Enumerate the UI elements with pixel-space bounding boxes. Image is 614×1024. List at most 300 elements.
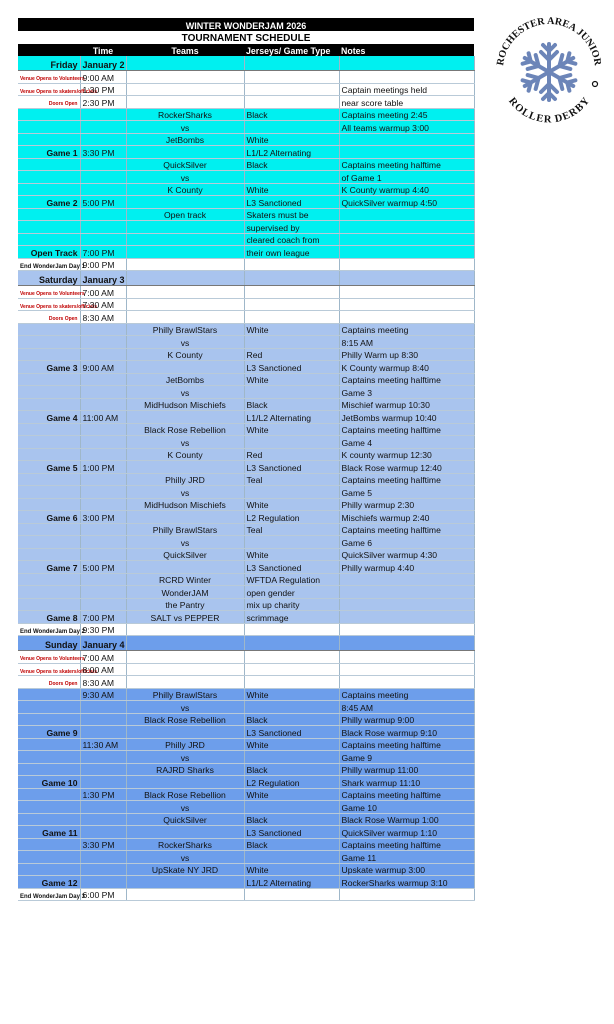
row-time: 5:00 PM (80, 561, 126, 574)
row-jersey (244, 676, 339, 689)
row-time (80, 158, 126, 171)
row-label (18, 763, 80, 776)
row-time: January 3 (80, 271, 126, 286)
row-notes (339, 221, 474, 234)
game-row (18, 511, 474, 524)
row-label (18, 598, 80, 611)
row-notes: Captains meeting halftime (339, 423, 474, 436)
row-time: 11:30 AM (80, 738, 126, 751)
row-jersey: L3 Sanctioned (244, 726, 339, 739)
row-notes (339, 271, 474, 286)
row-time: January 4 (80, 636, 126, 651)
row-jersey: L3 Sanctioned (244, 361, 339, 374)
row-teams (126, 876, 244, 889)
row-time: 8:30 AM (80, 676, 126, 689)
row-label: End WonderJam Day 1 (18, 258, 80, 271)
row-notes: Philly warmup 4:40 (339, 561, 474, 574)
venue-row (18, 311, 474, 324)
game-row (18, 208, 474, 221)
row-notes: Game 6 (339, 536, 474, 549)
row-notes: Black Rose Warmup 1:00 (339, 813, 474, 826)
venue-row (18, 71, 474, 84)
row-notes: Captains meeting (339, 688, 474, 701)
row-label: Game 3 (18, 361, 80, 374)
row-notes (339, 133, 474, 146)
row-jersey: Red (244, 448, 339, 461)
row-jersey (244, 663, 339, 676)
game-row (18, 473, 474, 486)
column-header-row (18, 44, 474, 56)
row-jersey: L3 Sanctioned (244, 826, 339, 839)
row-label (18, 863, 80, 876)
game-row (18, 196, 474, 209)
row-jersey (244, 336, 339, 349)
header-jerseys: Jerseys/ Game Type (244, 44, 339, 56)
row-teams (126, 71, 244, 84)
row-notes: Mischiefs warmup 2:40 (339, 511, 474, 524)
game-row (18, 486, 474, 499)
schedule-body (18, 56, 474, 901)
row-label (18, 688, 80, 701)
row-notes: Game 3 (339, 386, 474, 399)
row-notes: K County warmup 4:40 (339, 183, 474, 196)
row-time (80, 701, 126, 714)
game-row (18, 611, 474, 624)
row-notes: 8:45 AM (339, 701, 474, 714)
game-row (18, 108, 474, 121)
row-label: Game 12 (18, 876, 80, 889)
row-teams (126, 246, 244, 259)
row-time (80, 863, 126, 876)
title-row (18, 18, 474, 31)
row-notes: 8:15 AM (339, 336, 474, 349)
row-notes: Captains meeting halftime (339, 373, 474, 386)
game-row (18, 813, 474, 826)
row-jersey (244, 71, 339, 84)
game-row (18, 863, 474, 876)
row-teams: QuickSilver (126, 813, 244, 826)
venue-row (18, 676, 474, 689)
end-day-row (18, 888, 474, 901)
row-label (18, 813, 80, 826)
row-teams (126, 298, 244, 311)
row-label: Game 4 (18, 411, 80, 424)
row-time (80, 183, 126, 196)
row-time: 1:30 PM (80, 83, 126, 96)
row-jersey (244, 851, 339, 864)
game-row (18, 701, 474, 714)
row-time (80, 536, 126, 549)
row-jersey (244, 56, 339, 71)
header-time: Time (80, 44, 126, 56)
game-row (18, 171, 474, 184)
row-notes (339, 208, 474, 221)
row-time: 3:30 PM (80, 146, 126, 159)
game-row (18, 158, 474, 171)
row-label: Venue Opens to skaters/officials (18, 83, 80, 96)
row-jersey (244, 486, 339, 499)
venue-row (18, 298, 474, 311)
row-jersey: Teal (244, 523, 339, 536)
row-time (80, 523, 126, 536)
row-notes: QuickSilver warmup 4:30 (339, 548, 474, 561)
row-teams: JetBombs (126, 373, 244, 386)
row-jersey: White (244, 788, 339, 801)
game-row (18, 876, 474, 889)
game-row (18, 348, 474, 361)
row-notes: Captain meetings held (339, 83, 474, 96)
row-notes (339, 311, 474, 324)
row-teams: SALT vs PEPPER (126, 611, 244, 624)
row-notes: Captains meeting halftime (339, 473, 474, 486)
row-label (18, 423, 80, 436)
venue-row (18, 83, 474, 96)
row-time: 1:30 PM (80, 788, 126, 801)
row-teams: Philly BrawlStars (126, 323, 244, 336)
row-jersey: L1/L2 Alternating (244, 146, 339, 159)
game-row (18, 523, 474, 536)
row-label: Game 5 (18, 461, 80, 474)
game-row (18, 133, 474, 146)
row-jersey: mix up charity (244, 598, 339, 611)
row-notes: near score table (339, 96, 474, 109)
row-time (80, 323, 126, 336)
row-teams: K County (126, 183, 244, 196)
row-teams (126, 221, 244, 234)
row-time (80, 813, 126, 826)
row-label (18, 713, 80, 726)
row-label (18, 448, 80, 461)
row-label: Game 1 (18, 146, 80, 159)
row-notes: Game 10 (339, 801, 474, 814)
row-time: 8:30 AM (80, 311, 126, 324)
venue-row (18, 651, 474, 664)
game-row (18, 323, 474, 336)
row-notes (339, 258, 474, 271)
game-row (18, 336, 474, 349)
row-teams (126, 726, 244, 739)
row-label: Game 11 (18, 826, 80, 839)
row-label: Venue Opens to skaters/officials (18, 298, 80, 311)
row-time (80, 826, 126, 839)
game-row (18, 851, 474, 864)
logo-dot-icon (593, 82, 598, 87)
game-row (18, 423, 474, 436)
row-notes: Captains meeting halftime (339, 788, 474, 801)
row-time: 7:00 AM (80, 651, 126, 664)
row-jersey (244, 258, 339, 271)
row-teams: MidHudson Mischiefs (126, 498, 244, 511)
row-label (18, 373, 80, 386)
row-label (18, 158, 80, 171)
game-row (18, 448, 474, 461)
row-teams (126, 83, 244, 96)
game-row (18, 146, 474, 159)
row-notes: Mischief warmup 10:30 (339, 398, 474, 411)
row-teams: Open track (126, 208, 244, 221)
row-jersey (244, 751, 339, 764)
row-teams: RAJRD Sharks (126, 763, 244, 776)
row-time: 7:00 PM (80, 246, 126, 259)
row-time (80, 448, 126, 461)
row-jersey (244, 701, 339, 714)
row-time (80, 486, 126, 499)
row-teams: vs (126, 701, 244, 714)
row-notes (339, 586, 474, 599)
snowflake-icon (521, 44, 577, 100)
row-teams: vs (126, 851, 244, 864)
row-jersey: Black (244, 763, 339, 776)
row-label (18, 436, 80, 449)
row-notes: Black Rose warmup 12:40 (339, 461, 474, 474)
row-teams (126, 651, 244, 664)
row-label (18, 586, 80, 599)
row-time (80, 573, 126, 586)
game-row (18, 386, 474, 399)
game-row (18, 573, 474, 586)
row-jersey: White (244, 373, 339, 386)
row-notes: Captains meeting halftime (339, 158, 474, 171)
row-label: Venue Opens to Volunteers (18, 71, 80, 84)
row-teams (126, 271, 244, 286)
row-teams (126, 146, 244, 159)
header-blank (18, 44, 80, 56)
header-notes: Notes (339, 44, 474, 56)
logo-top-text: ROCHESTER AREA JUNIOR (495, 15, 603, 67)
row-notes (339, 636, 474, 651)
row-jersey (244, 298, 339, 311)
row-teams: MidHudson Mischiefs (126, 398, 244, 411)
row-notes: Philly warmup 9:00 (339, 713, 474, 726)
row-jersey: White (244, 688, 339, 701)
row-notes: of Game 1 (339, 171, 474, 184)
row-jersey: L3 Sanctioned (244, 561, 339, 574)
row-teams: K County (126, 348, 244, 361)
row-label: Game 10 (18, 776, 80, 789)
row-label: Game 8 (18, 611, 80, 624)
row-jersey: L1/L2 Alternating (244, 411, 339, 424)
row-jersey (244, 271, 339, 286)
row-jersey: L3 Sanctioned (244, 196, 339, 209)
row-teams: UpSkate NY JRD (126, 863, 244, 876)
venue-row (18, 96, 474, 109)
row-jersey: White (244, 423, 339, 436)
row-label (18, 348, 80, 361)
row-notes: K County warmup 8:40 (339, 361, 474, 374)
row-time: 9:00 AM (80, 71, 126, 84)
row-notes: Captains meeting (339, 323, 474, 336)
game-row (18, 398, 474, 411)
schedule-sheet (18, 18, 474, 901)
game-row (18, 221, 474, 234)
row-label (18, 788, 80, 801)
row-time: 11:00 AM (80, 411, 126, 424)
row-jersey: White (244, 133, 339, 146)
row-notes (339, 573, 474, 586)
row-teams (126, 776, 244, 789)
row-notes: JetBombs warmup 10:40 (339, 411, 474, 424)
row-time: 7:30 AM (80, 298, 126, 311)
row-jersey: Skaters must be (244, 208, 339, 221)
game-row (18, 246, 474, 259)
row-time (80, 121, 126, 134)
game-row (18, 361, 474, 374)
row-notes: Upskate warmup 3:00 (339, 863, 474, 876)
row-notes (339, 56, 474, 71)
row-time: 1:00 PM (80, 461, 126, 474)
row-jersey (244, 286, 339, 299)
row-label: Doors Open (18, 96, 80, 109)
row-jersey (244, 623, 339, 636)
row-label: Game 6 (18, 511, 80, 524)
row-time (80, 498, 126, 511)
game-row (18, 688, 474, 701)
row-jersey: Black (244, 813, 339, 826)
game-row (18, 373, 474, 386)
game-row (18, 121, 474, 134)
row-time (80, 423, 126, 436)
row-label: Game 2 (18, 196, 80, 209)
row-notes: Game 9 (339, 751, 474, 764)
row-label: End WonderJam Day 3 (18, 888, 80, 901)
row-label (18, 221, 80, 234)
row-teams: Philly JRD (126, 473, 244, 486)
row-label (18, 851, 80, 864)
game-row (18, 726, 474, 739)
row-label (18, 121, 80, 134)
row-teams (126, 636, 244, 651)
row-time (80, 386, 126, 399)
row-label: End WonderJam Day 2 (18, 623, 80, 636)
row-label: Doors Open (18, 676, 80, 689)
row-teams: vs (126, 436, 244, 449)
header-teams: Teams (126, 44, 244, 56)
row-teams (126, 311, 244, 324)
game-row (18, 826, 474, 839)
row-teams: vs (126, 121, 244, 134)
game-row (18, 498, 474, 511)
row-label (18, 473, 80, 486)
row-teams (126, 511, 244, 524)
row-label: Game 7 (18, 561, 80, 574)
row-notes (339, 598, 474, 611)
row-teams (126, 561, 244, 574)
row-notes: Game 11 (339, 851, 474, 864)
row-time: 9:30 AM (80, 688, 126, 701)
row-time: 3:00 PM (80, 511, 126, 524)
row-jersey: L2 Regulation (244, 511, 339, 524)
row-teams (126, 196, 244, 209)
row-label: Game 9 (18, 726, 80, 739)
day-header-row (18, 56, 474, 71)
sheet-subtitle: TOURNAMENT SCHEDULE (18, 31, 474, 44)
game-row (18, 586, 474, 599)
game-row (18, 713, 474, 726)
row-notes: Philly Warm up 8:30 (339, 348, 474, 361)
row-time (80, 436, 126, 449)
game-row (18, 788, 474, 801)
row-notes (339, 888, 474, 901)
row-time: 9:30 PM (80, 623, 126, 636)
row-label (18, 108, 80, 121)
row-teams: vs (126, 801, 244, 814)
logo-bottom-text: ROLLER DERBY (506, 95, 592, 126)
row-label (18, 536, 80, 549)
game-row (18, 183, 474, 196)
row-time (80, 801, 126, 814)
row-notes (339, 623, 474, 636)
row-teams (126, 286, 244, 299)
row-jersey: White (244, 548, 339, 561)
game-row (18, 561, 474, 574)
row-time: 7:00 AM (80, 286, 126, 299)
row-teams: Black Rose Rebellion (126, 788, 244, 801)
row-jersey (244, 96, 339, 109)
row-jersey (244, 311, 339, 324)
row-teams (126, 233, 244, 246)
row-time: 5:00 PM (80, 196, 126, 209)
row-teams: QuickSilver (126, 548, 244, 561)
row-jersey: supervised by (244, 221, 339, 234)
game-row (18, 548, 474, 561)
day-header-row (18, 271, 474, 286)
row-notes (339, 663, 474, 676)
league-logo (489, 10, 609, 130)
day-header-row (18, 636, 474, 651)
row-time (80, 776, 126, 789)
row-jersey: Red (244, 348, 339, 361)
row-notes (339, 611, 474, 624)
game-row (18, 763, 474, 776)
row-notes (339, 676, 474, 689)
row-teams (126, 826, 244, 839)
row-time (80, 398, 126, 411)
row-teams: Philly JRD (126, 738, 244, 751)
sheet-title: WINTER WONDERJAM 2026 (18, 18, 474, 31)
row-label (18, 208, 80, 221)
row-time (80, 233, 126, 246)
row-label: Sunday (18, 636, 80, 651)
row-notes: Philly warmup 11:00 (339, 763, 474, 776)
row-jersey: White (244, 183, 339, 196)
row-jersey (244, 888, 339, 901)
row-jersey: L2 Regulation (244, 776, 339, 789)
end-day-row (18, 258, 474, 271)
row-teams: vs (126, 386, 244, 399)
row-teams: RockerSharks (126, 108, 244, 121)
row-notes: All teams warmup 3:00 (339, 121, 474, 134)
row-jersey: their own league (244, 246, 339, 259)
row-jersey (244, 536, 339, 549)
row-notes: Shark warmup 11:10 (339, 776, 474, 789)
row-time (80, 208, 126, 221)
row-label (18, 701, 80, 714)
game-row (18, 776, 474, 789)
row-teams: WonderJAM (126, 586, 244, 599)
row-time: 7:00 PM (80, 611, 126, 624)
row-label: Friday (18, 56, 80, 71)
row-label (18, 801, 80, 814)
row-time (80, 713, 126, 726)
row-time (80, 171, 126, 184)
row-label (18, 486, 80, 499)
row-jersey: cleared coach from (244, 233, 339, 246)
row-time (80, 548, 126, 561)
row-time (80, 586, 126, 599)
row-time (80, 221, 126, 234)
row-notes: Captains meeting halftime (339, 523, 474, 536)
row-jersey: White (244, 323, 339, 336)
